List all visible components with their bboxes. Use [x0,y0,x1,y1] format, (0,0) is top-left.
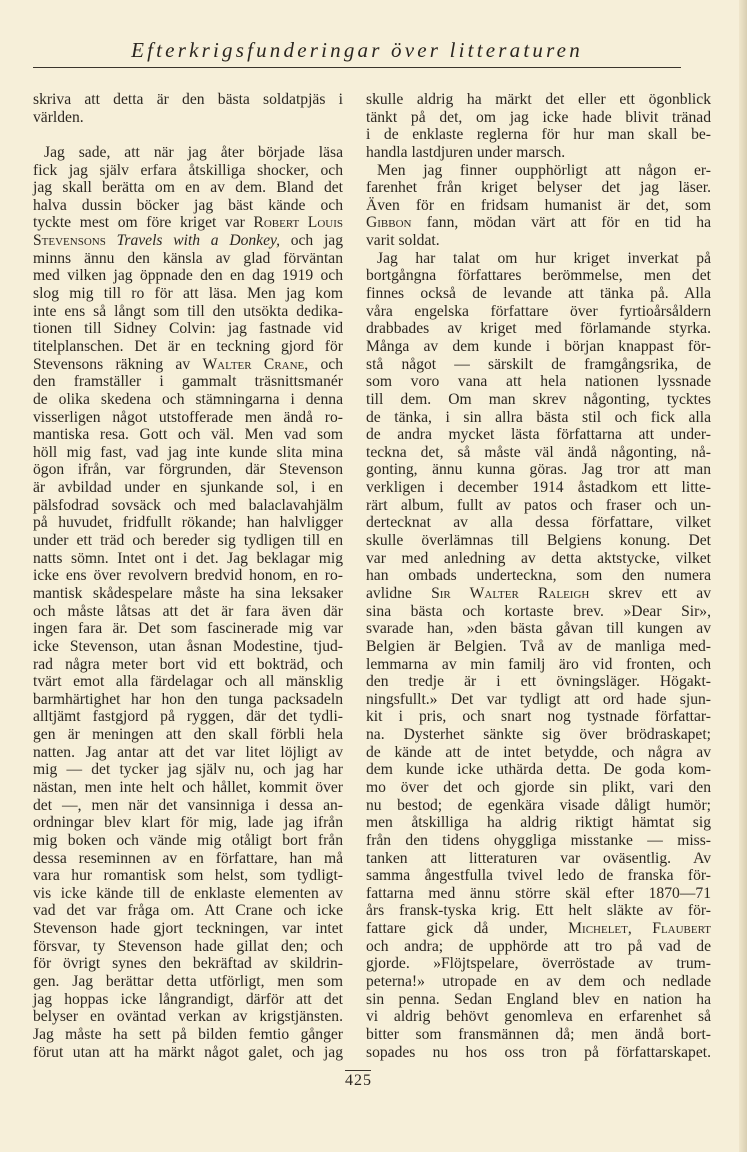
text-segment: bortgångna författares berömmelse, men det [366,267,711,285]
text-segment: gen är meningen att den skall förbli hela [33,726,343,744]
text-line [366,232,711,250]
text-line [33,691,343,709]
text-line [366,585,711,603]
text-segment: de kände att de intet betydde, och några av [366,743,711,761]
text-line [33,585,343,603]
text-segment: tyckte mest om före kriget var [33,214,254,232]
text-segment: gonting, ännu kunna göras. Jag tror att man [366,461,711,479]
text-line [33,356,343,374]
text-segment: på huvudet, fridfullt rökande; han halvligger [33,514,343,532]
text-segment: farenhet från kriget belyser det jag läser. [366,179,711,197]
text-segment: belyser en oväntad verkan av krigstjänsten. [33,1008,343,1026]
text-segment: Jag sade, att när jag åter började läsa [44,143,343,161]
text-line [366,250,711,268]
text-line [366,532,711,550]
page-edge [739,0,747,1152]
text-segment: Men jag finner oupphörligt att någon er- [377,161,711,179]
text-segment: mantisk skådespelare måste ha sina leksaker [33,584,343,602]
text-segment: mantiska resa. Gott och väl. Men vad som [33,426,343,444]
text-line [33,1044,343,1062]
text-segment: vad det var fråga om. Att Crane och icke [33,902,343,920]
text-line [366,267,711,285]
small-caps-name: Gibbon [366,214,412,232]
paragraph-gap [33,126,343,144]
text-segment: peterna!» utropade en av dem och nedlade [366,973,711,991]
text-line [366,162,711,180]
text-segment: verkligen i december 1914 åstadkom ett litte- [366,479,711,497]
text-line [33,250,343,268]
text-segment: na. Dysterhet sänkte sig över brödraskapet; [366,726,711,744]
text-segment: inte ens så långt som till den utsökta dedika- [33,302,343,320]
text-line [366,797,711,815]
text-line [33,461,343,479]
text-segment: visserligen något utstofferade men ändå ro- [33,408,343,426]
text-line [33,479,343,497]
text-line [366,444,711,462]
text-line [366,197,711,215]
text-line [33,726,343,744]
text-segment: samma ångestfulla tvivel ledo de franska för- [366,867,711,885]
text-segment: sin penna. Sedan England blev en nation ha [366,990,711,1008]
running-header: Efterkrigsfunderingar över litteraturen [131,38,583,62]
text-segment: fattare gick då under, [366,920,569,938]
text-line [366,179,711,197]
text-segment: barmhärtighet har hon den tunga packsadeln [33,690,343,708]
text-segment: han ombads underteckna, som den numera [366,567,711,585]
text-line [33,409,343,427]
text-line [366,938,711,956]
text-segment: men åtskilliga ha aldrig riktigt hämtat sig [366,814,711,832]
text-line [33,532,343,550]
text-segment: finnes också de levande att tänka på. Alla [366,285,711,303]
text-segment: kit i pris, och snart nog tystnade författar- [366,708,711,726]
text-segment: , och [304,355,344,373]
text-line [33,550,343,568]
text-segment: nu bestod; de egenkära visade dåligt humör; [366,796,711,814]
text-line [33,620,343,638]
text-segment: tvärt emot alla färdelagar och all mänsklig [33,673,343,691]
page-number: 425 [345,1072,372,1089]
text-line [33,338,343,356]
small-caps-name: Stevensons [33,232,106,250]
text-line [33,991,343,1009]
text-segment: var med anledning av detta aktstycke, vilket [366,549,711,567]
text-line [33,814,343,832]
text-segment: skrev ett av [589,584,712,602]
text-line [33,867,343,885]
text-segment: rärt album, fullt av patos och fraser och un- [366,496,711,514]
text-line [33,920,343,938]
text-line [366,885,711,903]
text-segment: de olika skedena och stämningarna i denna [33,390,343,408]
text-segment: fick jag själv erfara åtskilliga shocker, och [33,161,343,179]
text-segment: jag skall berätta om en av dem. Bland det [33,179,343,197]
text-segment: de andra mycket lästa författarna att under- [366,426,711,444]
text-line [366,691,711,709]
text-segment: Belgien är Belgien. Två av de manliga med- [366,637,711,655]
text-segment: den tredje är i ett övningsläger. Högakt- [366,673,711,691]
text-line [366,285,711,303]
text-segment: skulle aldrig ha märkt det eller ett ögonblick [366,91,711,108]
text-line [366,126,711,144]
text-line [33,797,343,815]
text-segment: och andra; de upphörde att tro på vad de [366,937,711,955]
text-line [366,391,711,409]
text-line [366,409,711,427]
text-segment: ögon ifrån, var förgrunden, där Stevenson [33,461,343,479]
text-line [366,726,711,744]
text-segment: mo över det och gjorde sin plikt, vari den [366,778,711,796]
text-line [33,603,343,621]
text-segment: dem kunde icke uthärda detta. De goda kom- [366,761,711,779]
text-line [366,373,711,391]
text-line [366,461,711,479]
text-line [366,620,711,638]
text-segment: lemmarna av min familj äro vid fronten, och [366,655,711,673]
text-line [33,497,343,515]
text-segment: det —, men när det vansinniga i dessa an- [33,796,343,814]
text-line [33,885,343,903]
text-line [33,179,343,197]
text-line [366,1008,711,1026]
text-segment: tänkt på det, om jag icke hade blivit tränad [366,108,711,126]
text-segment: Även för en fridsam humanist är det, som [366,196,711,214]
text-segment: drabbades av kriget med förlamande styrka. [366,320,711,338]
text-line [366,303,711,321]
text-segment: års fransk-tyska krig. Ett helt släkte av för- [366,902,711,920]
text-segment: för övrigt synes den bekräftad av skildrin- [33,955,343,973]
text-line [33,850,343,868]
text-segment: vi aldrig behövt genomleva en erfarenhet så [366,1008,711,1026]
text-line [366,426,711,444]
text-line [33,902,343,920]
text-segment: minns ännu den känsla av glad förväntan [33,249,343,267]
text-line [33,267,343,285]
text-segment: och jag [279,232,343,250]
page-number-rule [345,1070,371,1071]
text-segment: svarade han, »den bästa gåvan till kungen av [366,620,711,638]
text-line [33,144,343,162]
text-line [33,391,343,409]
text-line [33,444,343,462]
text-line [33,832,343,850]
text-segment: förut utan att ha märkt något galet, och jag [33,1043,343,1061]
text-line [366,356,711,374]
text-line [33,285,343,303]
text-line [366,673,711,691]
text-line [33,973,343,991]
text-segment: Stevenson hade gjort teckningen, var intet [33,920,343,938]
text-segment: världen. [33,108,84,126]
text-line [366,920,711,938]
text-segment: dertecknat av alla dessa författare, vilket [366,514,711,532]
text-line [366,902,711,920]
text-segment: ordningar blev klart för mig, lade jag ifrån [33,814,343,832]
text-line [33,162,343,180]
small-caps-name: Robert Louis [253,214,344,232]
text-segment: i de enklaste reglerna för hur man skall be- [366,126,711,144]
text-line [366,320,711,338]
text-segment: under ett träd och bereder sig tydligen till en [33,532,343,550]
text-line [366,832,711,850]
text-segment: vara hur romantisk som helst, som tydligt- [33,867,343,885]
text-segment: jag hoppas icke långrandigt, därför att det [33,990,343,1008]
small-caps-name: Flaubert [652,920,711,938]
text-segment: titelplanschen. Det är en teckning gjord för [33,337,343,355]
text-line [366,338,711,356]
text-line [366,814,711,832]
text-line [366,603,711,621]
text-segment: tanken att litteraturen var oväsentlig. Av [366,849,711,867]
text-line [33,373,343,391]
text-line [366,479,711,497]
text-line [366,867,711,885]
text-line [366,497,711,515]
text-segment: som voro vana att hela nationen lyssnade [366,373,711,391]
text-line [366,514,711,532]
text-line [33,638,343,656]
text-segment: slog mig till ro för att läsa. Men jag kom [33,285,343,303]
text-segment: ingen fara är. Det som fascinerade mig var [33,620,343,638]
text-line [366,638,711,656]
text-segment: höll mig fast, vad jag inte kunde slita mina [33,443,343,461]
text-line [366,550,711,568]
text-line [366,955,711,973]
text-segment: gjorde. »Flöjtspelare, överröstade av trum- [366,955,711,973]
text-line [33,320,343,338]
text-segment: försvar, ty Stevenson hade gillat den; och [33,937,343,955]
text-line [366,779,711,797]
small-caps-name: Sir Walter Raleigh [431,584,590,602]
text-segment: avlidne [366,584,432,602]
text-segment: natts sömn. Intet ont i det. Jag beklagar mig [33,549,343,567]
text-line [33,656,343,674]
text-line [33,91,343,109]
text-segment: vis icke kände till de enklaste elementen av [33,884,343,902]
text-segment: sina bästa och kortaste brev. »Dear Sir», [366,602,711,620]
text-segment: med vilken jag öppnade den en dag 1919 och [33,267,343,285]
text-line [33,1026,343,1044]
text-line [33,567,343,585]
italic-title: Travels with a Donkey, [116,232,280,250]
text-line [33,426,343,444]
text-line [33,214,343,232]
text-segment: fattarna med ännu större skäl efter 1870—71 [366,884,711,902]
text-line [33,955,343,973]
right-column [366,91,711,1061]
text-segment: fann, mödan värt att för en tid ha [411,214,711,232]
text-segment: den framställer i gammalt träsnittsmanér [33,373,343,391]
left-column [33,91,343,1061]
text-line [366,656,711,674]
text-segment: icke ens över revolvern bredvid honom, en ro- [33,567,343,585]
text-segment: handla lastdjuren under marsch. [366,143,566,161]
text-line [366,761,711,779]
text-segment: skulle överlämnas till Belgiens konung. Det [366,532,711,550]
small-caps-name: Walter Crane [202,355,305,373]
text-segment: gen. Jag berättar detta utförligt, men som [33,973,343,991]
text-line [33,761,343,779]
text-line [366,567,711,585]
text-line [33,303,343,321]
text-segment: pälsfodrad sovsäck och med balaclavahjälm [33,496,343,514]
text-segment: till dem. Om man skrev någonting, tycktes [366,390,711,408]
text-segment: nästan, men inte helt och hållet, kommit över [33,778,343,796]
text-segment: från den tidens ohyggliga misstanke — miss- [366,831,711,849]
text-line [366,1026,711,1044]
text-segment [106,232,117,249]
text-line [33,1008,343,1026]
text-segment: Jag måste ha sett på bilden femtio gånger [33,1025,343,1043]
text-segment: natten. Jag antar att det var litet löjligt av [33,743,343,761]
header-rule [33,67,681,68]
text-segment: varit soldat. [366,232,440,250]
text-line [33,197,343,215]
text-segment: Stevensons räkning av [33,355,203,373]
text-segment: , [627,920,653,938]
text-segment: teckna det, så måste väl ändå någonting, nå- [366,443,711,461]
text-segment: Många av dem kunde i början knappast för- [366,337,711,355]
text-line [33,744,343,762]
text-line [366,850,711,868]
text-segment: tionen till Sidney Colvin: jag fastnade vid [33,320,343,338]
text-line [366,144,711,162]
text-segment: dessa reseminnen av en författare, han må [33,849,343,867]
text-line [33,232,343,250]
text-segment: skriva att detta är den bästa soldatpjäs i [33,91,343,108]
text-line [33,514,343,532]
text-line [33,779,343,797]
text-segment: sopades nu hos oss tron på författarskapet. [366,1043,711,1061]
text-segment: är avbildad under en sjunkande sol, i en [33,479,343,497]
text-line [366,91,711,109]
text-line [366,991,711,1009]
text-segment: stå något — särskilt de framgångsrika, de [366,355,711,373]
text-segment: Jag har talat om hur kriget inverkat på [377,249,711,267]
text-line [33,673,343,691]
text-line [366,214,711,232]
text-line [33,708,343,726]
text-segment: våra engelska författare över fyrtioårsåldern [366,302,711,320]
text-segment: icke Stevenson, utan åsnan Modestine, tjud- [33,637,343,655]
text-segment: rad några meter bort vid ett bokträd, och [33,655,343,673]
text-segment: alltjämt fastgjord på ryggen, där det tydli- [33,708,343,726]
text-line [33,109,343,127]
text-line [33,938,343,956]
text-line [366,109,711,127]
text-segment: mig — det tycker jag själv nu, och jag har [33,761,343,779]
text-line [366,973,711,991]
text-segment: de tänka, i sin allra bästa stil och fick alla [366,408,711,426]
text-segment: och måste låtsas att det är fara även där [33,602,343,620]
text-line [366,1044,711,1062]
small-caps-name: Michelet [568,920,628,938]
text-line [366,708,711,726]
text-segment: ningsfullt.» Det var tydligt att ord hade sjun- [366,690,711,708]
text-line [366,744,711,762]
text-segment: bitter som fransmännen då; men ändå bort- [366,1025,711,1043]
text-segment: halva dussin böcker jag bäst kände och [33,196,343,214]
text-segment: mig boken och vände mig otåligt bort från [33,831,343,849]
